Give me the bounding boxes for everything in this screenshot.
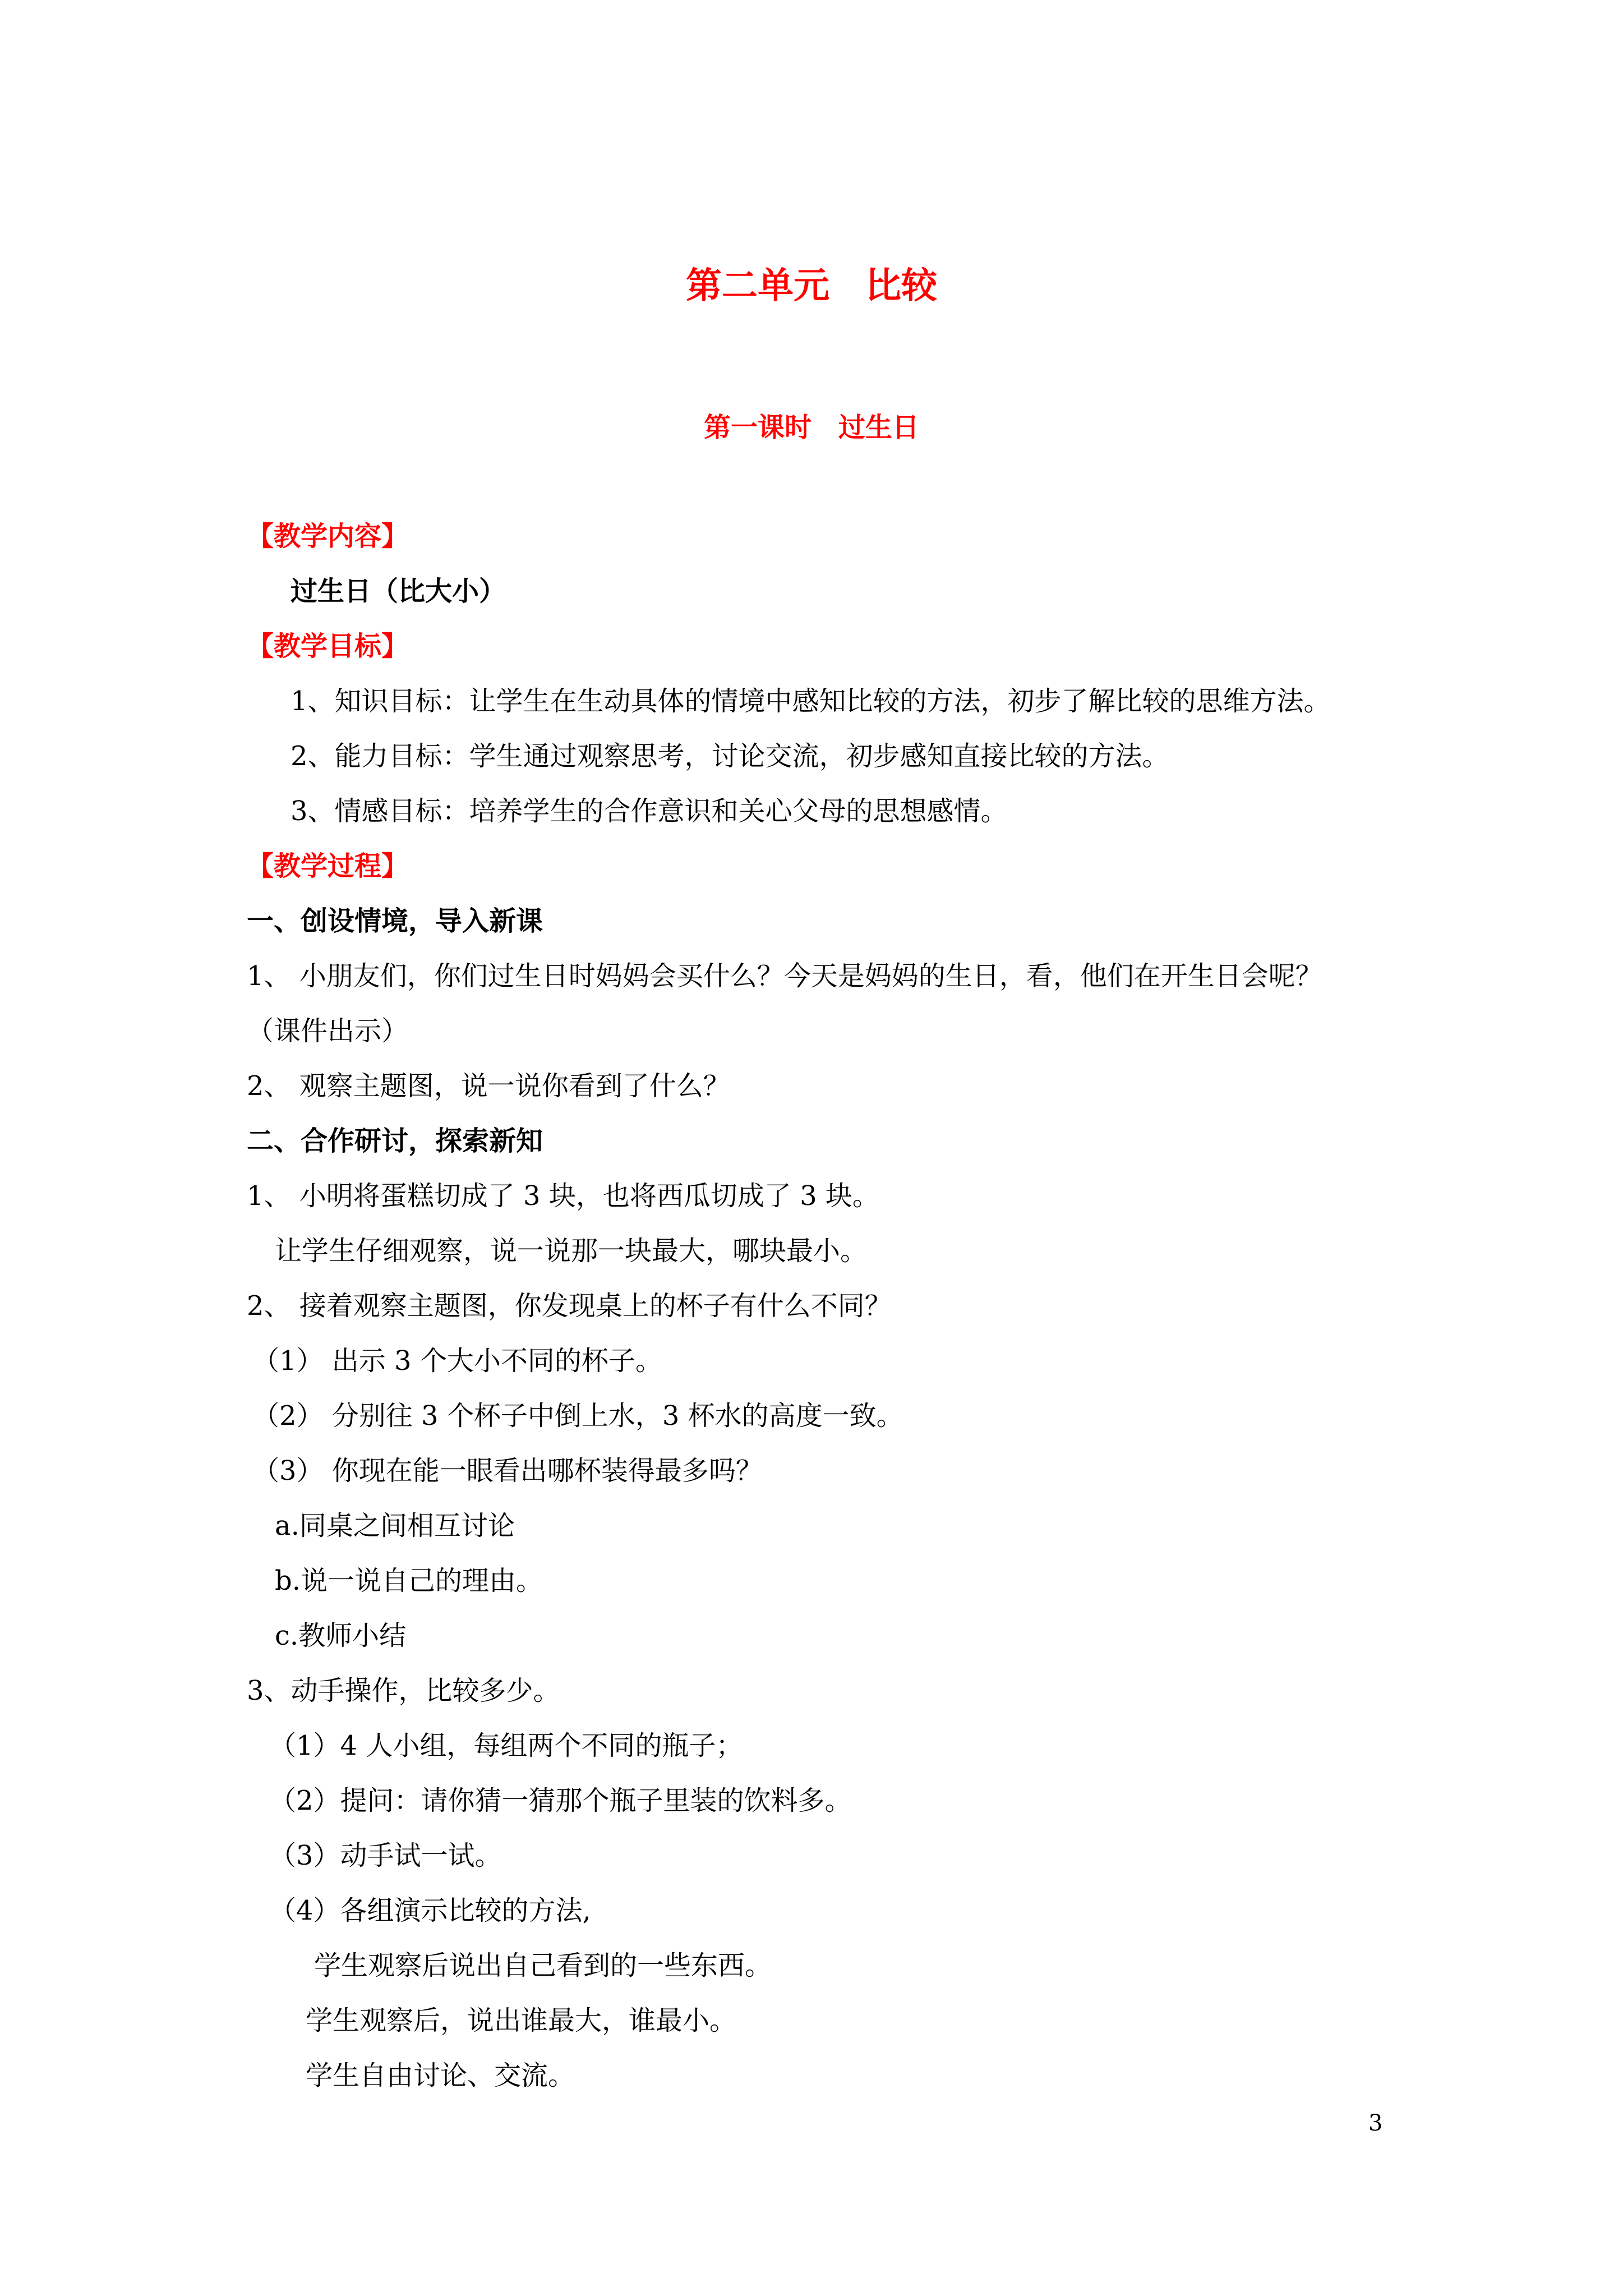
explore-step-1-detail: 让学生仔细观察，说一说那一块最大，哪块最小。: [275, 1235, 868, 1267]
explore-step-3-item-1: （1）4 人小组，每组两个不同的瓶子；: [269, 1730, 743, 1761]
explore-step-2-item-3: （3） 你现在能一眼看出哪杯装得最多吗？: [252, 1455, 763, 1487]
process-part-one: 一、创设情境，导入新课: [247, 905, 543, 937]
goal-ability: 2、能力目标：学生通过观察思考，讨论交流，初步感知直接比较的方法。: [291, 740, 1169, 772]
section-heading-process: 【教学过程】: [247, 850, 409, 882]
explore-step-2-item-2: （2） 分别往 3 个杯子中倒上水，3 杯水的高度一致。: [252, 1400, 903, 1432]
lesson-subtitle: 第一课时 过生日: [703, 412, 919, 443]
process-step-1-note: （课件出示）: [247, 1015, 409, 1047]
explore-substep-b: b.说一说自己的理由。: [275, 1565, 543, 1596]
explore-substep-c: c.教师小结: [275, 1620, 407, 1651]
process-part-two: 二、合作研讨，探索新知: [247, 1125, 543, 1157]
explore-step-2-item-1: （1） 出示 3 个大小不同的杯子。: [252, 1345, 662, 1377]
explore-step-1: 1、 小明将蛋糕切成了 3 块，也将西瓜切成了 3 块。: [247, 1180, 879, 1212]
content-topic: 过生日（比大小）: [291, 576, 506, 607]
unit-title: 第二单元 比较: [686, 265, 937, 307]
student-activity-2: 学生观察后，说出谁最大，谁最小。: [306, 2005, 737, 2036]
section-heading-goals: 【教学目标】: [247, 631, 409, 662]
page-number: 3: [1368, 2110, 1383, 2136]
process-step-1: 1、 小朋友们，你们过生日时妈妈会买什么？今天是妈妈的生日，看，他们在开生日会呢？: [247, 960, 1322, 992]
explore-step-2: 2、 接着观察主题图，你发现桌上的杯子有什么不同？: [247, 1290, 892, 1322]
explore-step-3-item-3: （3）动手试一试。: [269, 1840, 502, 1871]
student-activity-3: 学生自由讨论、交流。: [306, 2060, 575, 2091]
student-activity-1: 学生观察后说出自己看到的一些东西。: [314, 1950, 772, 1981]
explore-substep-a: a.同桌之间相互讨论: [275, 1510, 515, 1542]
explore-step-3-item-2: （2）提问：请你猜一猜那个瓶子里装的饮料多。: [269, 1785, 852, 1816]
explore-step-3-item-4: （4）各组演示比较的方法,: [269, 1895, 591, 1926]
explore-step-3: 3、动手操作，比较多少。: [247, 1675, 560, 1706]
goal-emotion: 3、情感目标：培养学生的合作意识和关心父母的思想感情。: [291, 795, 1008, 827]
process-step-2: 2、 观察主题图，说一说你看到了什么？: [247, 1070, 730, 1102]
goal-knowledge: 1、知识目标：让学生在生动具体的情境中感知比较的方法，初步了解比较的思维方法。: [291, 685, 1331, 717]
section-heading-content: 【教学内容】: [247, 521, 409, 552]
